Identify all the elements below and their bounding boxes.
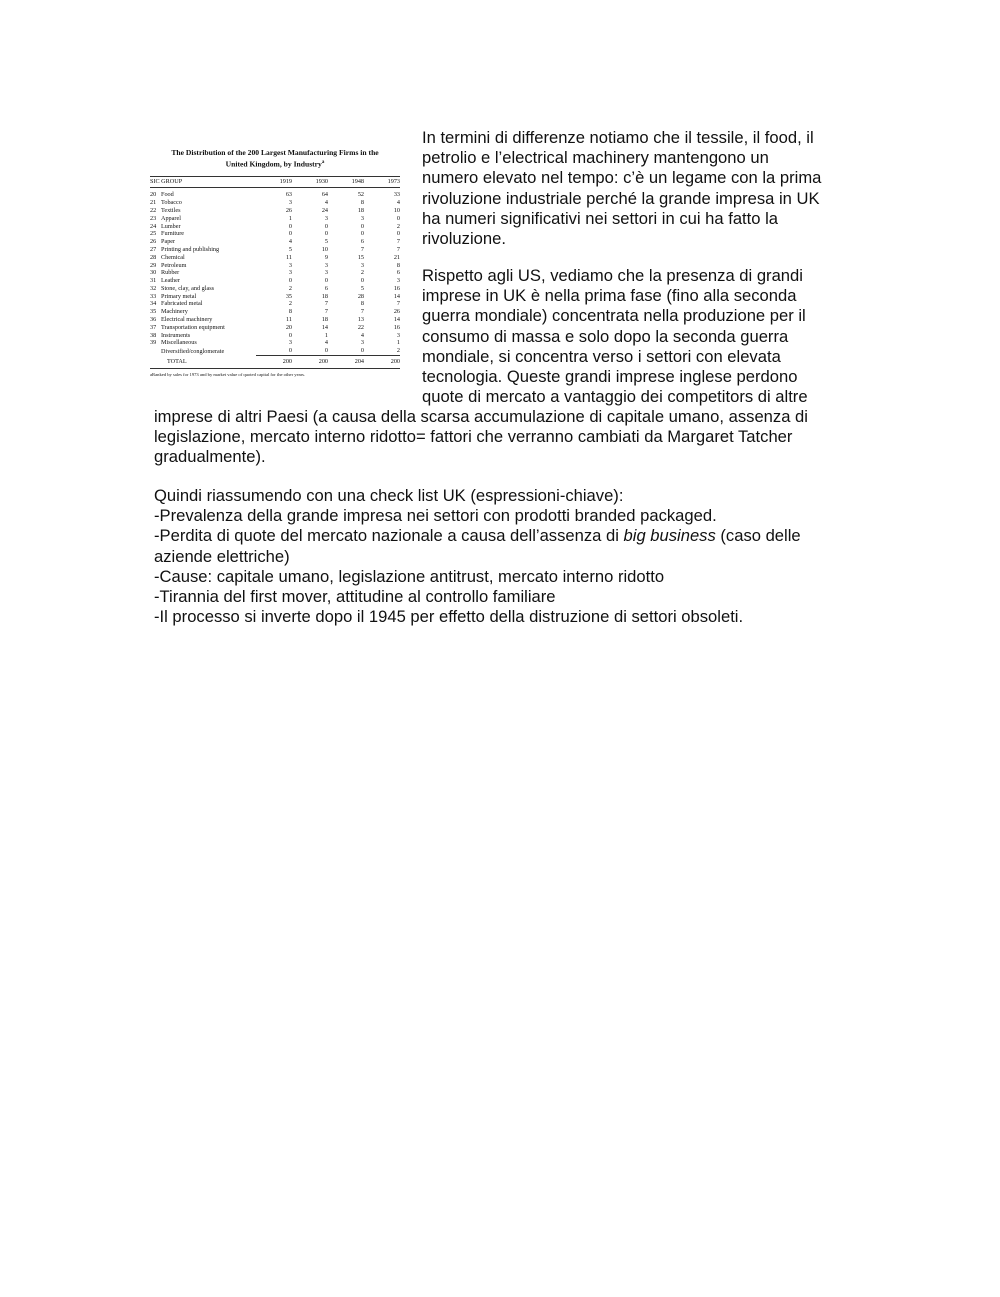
firm-count-cell: 21	[393, 253, 400, 261]
table-title-footnote-mark: a	[321, 160, 325, 165]
table-row	[150, 324, 400, 332]
table-title-line-1: The Distribution of the 200 Largest Manufacturing Firms in the	[171, 148, 379, 157]
text-line: petrolio e l’electrical machinery mantengono un	[422, 148, 769, 168]
firm-count-cell: 4	[360, 331, 364, 339]
uk-checklist	[154, 486, 801, 627]
firm-count-cell: 4	[288, 238, 292, 246]
table-row	[150, 246, 400, 254]
firm-count-cell: 3	[288, 339, 292, 347]
firm-count-cell: 8	[360, 300, 364, 308]
firm-count-cell: 0	[360, 222, 364, 230]
firm-count-cell: 5	[324, 238, 328, 246]
firm-count-cell: 2	[360, 269, 364, 277]
firm-count-cell: 20	[285, 323, 292, 331]
text-line: gradualmente).	[154, 447, 266, 467]
firm-count-cell: 8	[288, 308, 292, 316]
sic-code-cell: 26	[150, 238, 157, 246]
text-line: ha numeri significativi nei settori in cui ha fatto la	[422, 208, 779, 228]
text-line: guerra mondiale) concentrata nella produzione per il	[422, 306, 806, 326]
sic-code-cell: 22	[150, 206, 157, 214]
firm-count-cell: 10	[393, 206, 400, 214]
firm-count-cell: 3	[360, 339, 364, 347]
firm-count-cell: 11	[286, 253, 292, 261]
industry-name-cell: Diversified/conglomerate	[161, 347, 225, 355]
table-row	[150, 308, 400, 316]
header-sic-group: SIC GROUP	[150, 176, 256, 188]
firm-count-cell: 0	[288, 230, 292, 238]
header-year-1948: 1948	[328, 176, 364, 188]
table-row	[150, 316, 400, 324]
industry-name-cell: Fabricated metal	[161, 300, 203, 308]
firm-count-cell: 22	[357, 323, 364, 331]
text-line: rivoluzione.	[422, 229, 506, 249]
firm-count-cell: 0	[288, 331, 292, 339]
header-year-1973: 1973	[364, 176, 400, 188]
firm-count-cell: 0	[324, 222, 328, 230]
firm-count-cell: 6	[396, 269, 400, 277]
sic-code-cell: 32	[150, 284, 157, 292]
firm-count-cell: 0	[328, 347, 364, 355]
firm-count-cell: 10	[321, 245, 328, 253]
firm-count-cell: 0	[360, 230, 364, 238]
firm-count-cell: 26	[285, 206, 292, 214]
firm-count-cell: 1	[288, 214, 292, 222]
firm-count-cell: 8	[396, 261, 400, 269]
sic-code-cell: 21	[150, 199, 157, 207]
table-row	[150, 293, 400, 301]
sic-code-cell: 39	[150, 339, 157, 347]
sic-code-cell	[150, 347, 161, 355]
firm-count-cell: 7	[324, 308, 328, 316]
table-row	[150, 262, 400, 270]
total-count-cell: 204	[328, 356, 364, 369]
text-line: rivoluzione industriale perché la grande impresa in UK	[422, 188, 820, 208]
paragraph-us-comparison-wrapped	[422, 266, 808, 407]
firm-count-cell: 52	[357, 191, 364, 199]
text-line: Rispetto agli US, vediamo che la presenza di grandi	[422, 266, 803, 285]
firm-count-cell: 0	[324, 277, 328, 285]
table-row	[150, 199, 400, 207]
table-total-row	[150, 356, 400, 369]
paragraph-differences	[422, 128, 821, 249]
table-row	[150, 339, 400, 347]
paragraph-us-comparison-continued	[154, 407, 808, 468]
firm-count-cell: 3	[396, 277, 400, 285]
industry-name-cell: Printing and publishing	[161, 245, 220, 253]
industry-distribution-table-figure	[150, 148, 400, 378]
sic-code-cell: 33	[150, 292, 157, 300]
header-year-1919: 1919	[256, 176, 292, 188]
firm-count-cell: 4	[324, 339, 328, 347]
table-row	[150, 188, 400, 199]
firm-count-cell: 16	[393, 284, 400, 292]
table-row	[150, 347, 400, 355]
firm-count-cell: 18	[357, 206, 364, 214]
industry-name-cell: Transportation equipment	[161, 323, 225, 331]
text-line: tecnologia. Queste grandi imprese inglese perdono	[422, 367, 798, 387]
firm-count-cell: 35	[285, 292, 292, 300]
text-line: numero elevato nel tempo: c’è un legame con la prima	[422, 168, 822, 188]
firm-count-cell: 28	[357, 292, 364, 300]
industry-name-cell: Instruments	[161, 331, 191, 339]
firm-count-cell: 15	[357, 253, 364, 261]
industry-name-cell: Machinery	[161, 308, 188, 316]
firm-count-cell: 3	[360, 261, 364, 269]
firm-count-cell: 18	[321, 316, 328, 324]
firm-count-cell: 24	[321, 206, 328, 214]
firm-count-cell: 0	[288, 277, 292, 285]
table-row	[150, 269, 400, 277]
table-row	[150, 238, 400, 246]
total-label: TOTAL	[161, 356, 256, 369]
firm-count-cell: 0	[360, 277, 364, 285]
firm-count-cell: 14	[393, 292, 400, 300]
firm-count-cell: 3	[324, 261, 328, 269]
firm-count-cell: 3	[396, 331, 400, 339]
checklist-item: -Prevalenza della grande impresa nei settori con prodotti branded packaged.	[154, 506, 717, 526]
checklist-item: -Il processo si inverte dopo il 1945 per effetto della distruzione di settori obsoleti.	[154, 607, 744, 627]
text-line: imprese di altri Paesi (a causa della scarsa accumulazione di capitale umano, assenza di	[154, 407, 808, 426]
table-row	[150, 277, 400, 285]
industry-name-cell: Stone, clay, and glass	[161, 284, 215, 292]
sic-code-cell: 38	[150, 331, 157, 339]
firm-count-cell: 7	[396, 245, 400, 253]
firm-count-cell: 2	[288, 284, 292, 292]
table-row	[150, 223, 400, 231]
firm-count-cell: 0	[396, 214, 400, 222]
industry-name-cell: Apparel	[161, 214, 181, 222]
industry-name-cell: Primary metal	[161, 292, 197, 300]
sic-code-cell: 28	[150, 253, 157, 261]
total-count-cell: 200	[292, 356, 328, 369]
sic-code-cell: 36	[150, 316, 157, 324]
checklist-intro: Quindi riassumendo con una check list UK (espressioni-chiave):	[154, 486, 624, 505]
sic-code-cell: 29	[150, 261, 157, 269]
firm-count-cell: 1	[396, 339, 400, 347]
firm-count-cell: 2	[364, 347, 400, 355]
industry-name-cell: Petroleum	[161, 261, 187, 269]
firm-count-cell: 14	[321, 323, 328, 331]
firm-count-cell: 14	[393, 316, 400, 324]
sic-code-cell: 20	[150, 191, 157, 199]
firm-count-cell: 7	[396, 238, 400, 246]
table-row	[150, 300, 400, 308]
text-line: imprese in UK è nella prima fase (fino alla seconda	[422, 286, 797, 306]
firm-count-cell: 3	[324, 269, 328, 277]
industry-name-cell: Miscellaneous	[161, 339, 197, 347]
industry-name-cell: Lumber	[161, 222, 181, 230]
industry-name-cell: Textiles	[161, 206, 181, 214]
industry-name-cell: Paper	[161, 238, 176, 246]
firm-count-cell: 6	[360, 238, 364, 246]
checklist-item: -Perdita di quote del mercato nazionale a causa dell’assenza di big business (caso delle	[154, 526, 801, 546]
checklist-item: -Cause: capitale umano, legislazione antitrust, mercato interno ridotto	[154, 566, 665, 586]
sic-code-cell: 23	[150, 214, 157, 222]
text-line: In termini di differenze notiamo che il tessile, il food, il	[422, 128, 814, 147]
firm-count-cell: 16	[393, 323, 400, 331]
total-count-cell: 200	[256, 356, 292, 369]
sic-code-cell: 37	[150, 323, 157, 331]
firm-count-cell: 6	[324, 284, 328, 292]
firm-count-cell: 8	[360, 199, 364, 207]
table-title	[150, 148, 400, 170]
table-row	[150, 207, 400, 215]
table-footnote: aRanked by sales for 1973 and by market value of quoted capital for the other years.	[150, 371, 306, 377]
firm-count-cell: 7	[324, 300, 328, 308]
firm-count-cell: 0	[256, 347, 292, 355]
firm-count-cell: 4	[324, 199, 328, 207]
firm-count-cell: 9	[324, 253, 328, 261]
sic-code-cell: 31	[150, 277, 157, 285]
firm-count-cell: 0	[324, 230, 328, 238]
firm-count-cell: 5	[288, 245, 292, 253]
firm-count-cell: 33	[393, 191, 400, 199]
industry-name-cell: Rubber	[161, 269, 180, 277]
sic-code-cell: 34	[150, 300, 157, 308]
firm-count-cell: 7	[396, 300, 400, 308]
checklist-item: -Tirannia del first mover, attitudine al controllo familiare	[154, 587, 556, 607]
emphasis-big-business: big business	[623, 526, 716, 546]
firm-count-cell: 3	[324, 214, 328, 222]
sic-code-cell: 25	[150, 230, 157, 238]
firm-count-cell: 26	[393, 308, 400, 316]
firm-count-cell: 7	[360, 245, 364, 253]
sic-code-cell: 30	[150, 269, 157, 277]
firm-count-cell: 3	[288, 269, 292, 277]
firm-count-cell: 0	[292, 347, 328, 355]
firm-count-cell: 1	[324, 331, 328, 339]
firm-count-cell: 5	[360, 284, 364, 292]
firm-count-cell: 3	[360, 214, 364, 222]
table-row	[150, 332, 400, 340]
industry-name-cell: Electrical machinery	[161, 316, 213, 324]
sic-code-cell: 24	[150, 222, 157, 230]
firm-count-cell: 7	[360, 308, 364, 316]
firm-count-cell: 64	[321, 191, 328, 199]
firm-count-cell: 0	[288, 222, 292, 230]
table-row	[150, 254, 400, 262]
firm-count-cell: 63	[285, 191, 292, 199]
industry-name-cell: Food	[161, 191, 174, 199]
firm-count-cell: 18	[321, 292, 328, 300]
table-row	[150, 230, 400, 238]
firm-count-cell: 2	[396, 222, 400, 230]
header-year-1930: 1930	[292, 176, 328, 188]
firm-count-cell: 11	[286, 316, 292, 324]
text-line: mondiale, si concentra verso i settori con elevata	[422, 346, 781, 366]
firm-count-cell: 4	[396, 199, 400, 207]
table-row	[150, 285, 400, 293]
industry-name-cell: Furniture	[161, 230, 185, 238]
industry-name-cell: Chemical	[161, 253, 185, 261]
industry-name-cell: Tobacco	[161, 199, 182, 207]
sic-group-table	[150, 176, 400, 369]
text-line: legislazione, mercato interno ridotto= fattori che verranno cambiati da Margaret Tatcher	[154, 427, 793, 447]
table-title-line-2: United Kingdom, by Industry	[225, 159, 322, 169]
text-line: quote di mercato a vantaggio dei competitors di altre	[422, 387, 808, 407]
firm-count-cell: 2	[288, 300, 292, 308]
firm-count-cell: 3	[288, 261, 292, 269]
text-line: consumo di massa e solo dopo la seconda guerra	[422, 326, 789, 346]
firm-count-cell: 3	[288, 199, 292, 207]
table-header-row	[150, 176, 400, 188]
sic-code-cell: 27	[150, 245, 157, 253]
industry-name-cell: Leather	[161, 277, 180, 285]
table-row	[150, 215, 400, 223]
total-count-cell: 200	[364, 356, 400, 369]
sic-code-cell: 35	[150, 308, 157, 316]
checklist-item-continuation: aziende elettriche)	[154, 546, 290, 566]
firm-count-cell: 13	[357, 316, 364, 324]
firm-count-cell: 0	[396, 230, 400, 238]
